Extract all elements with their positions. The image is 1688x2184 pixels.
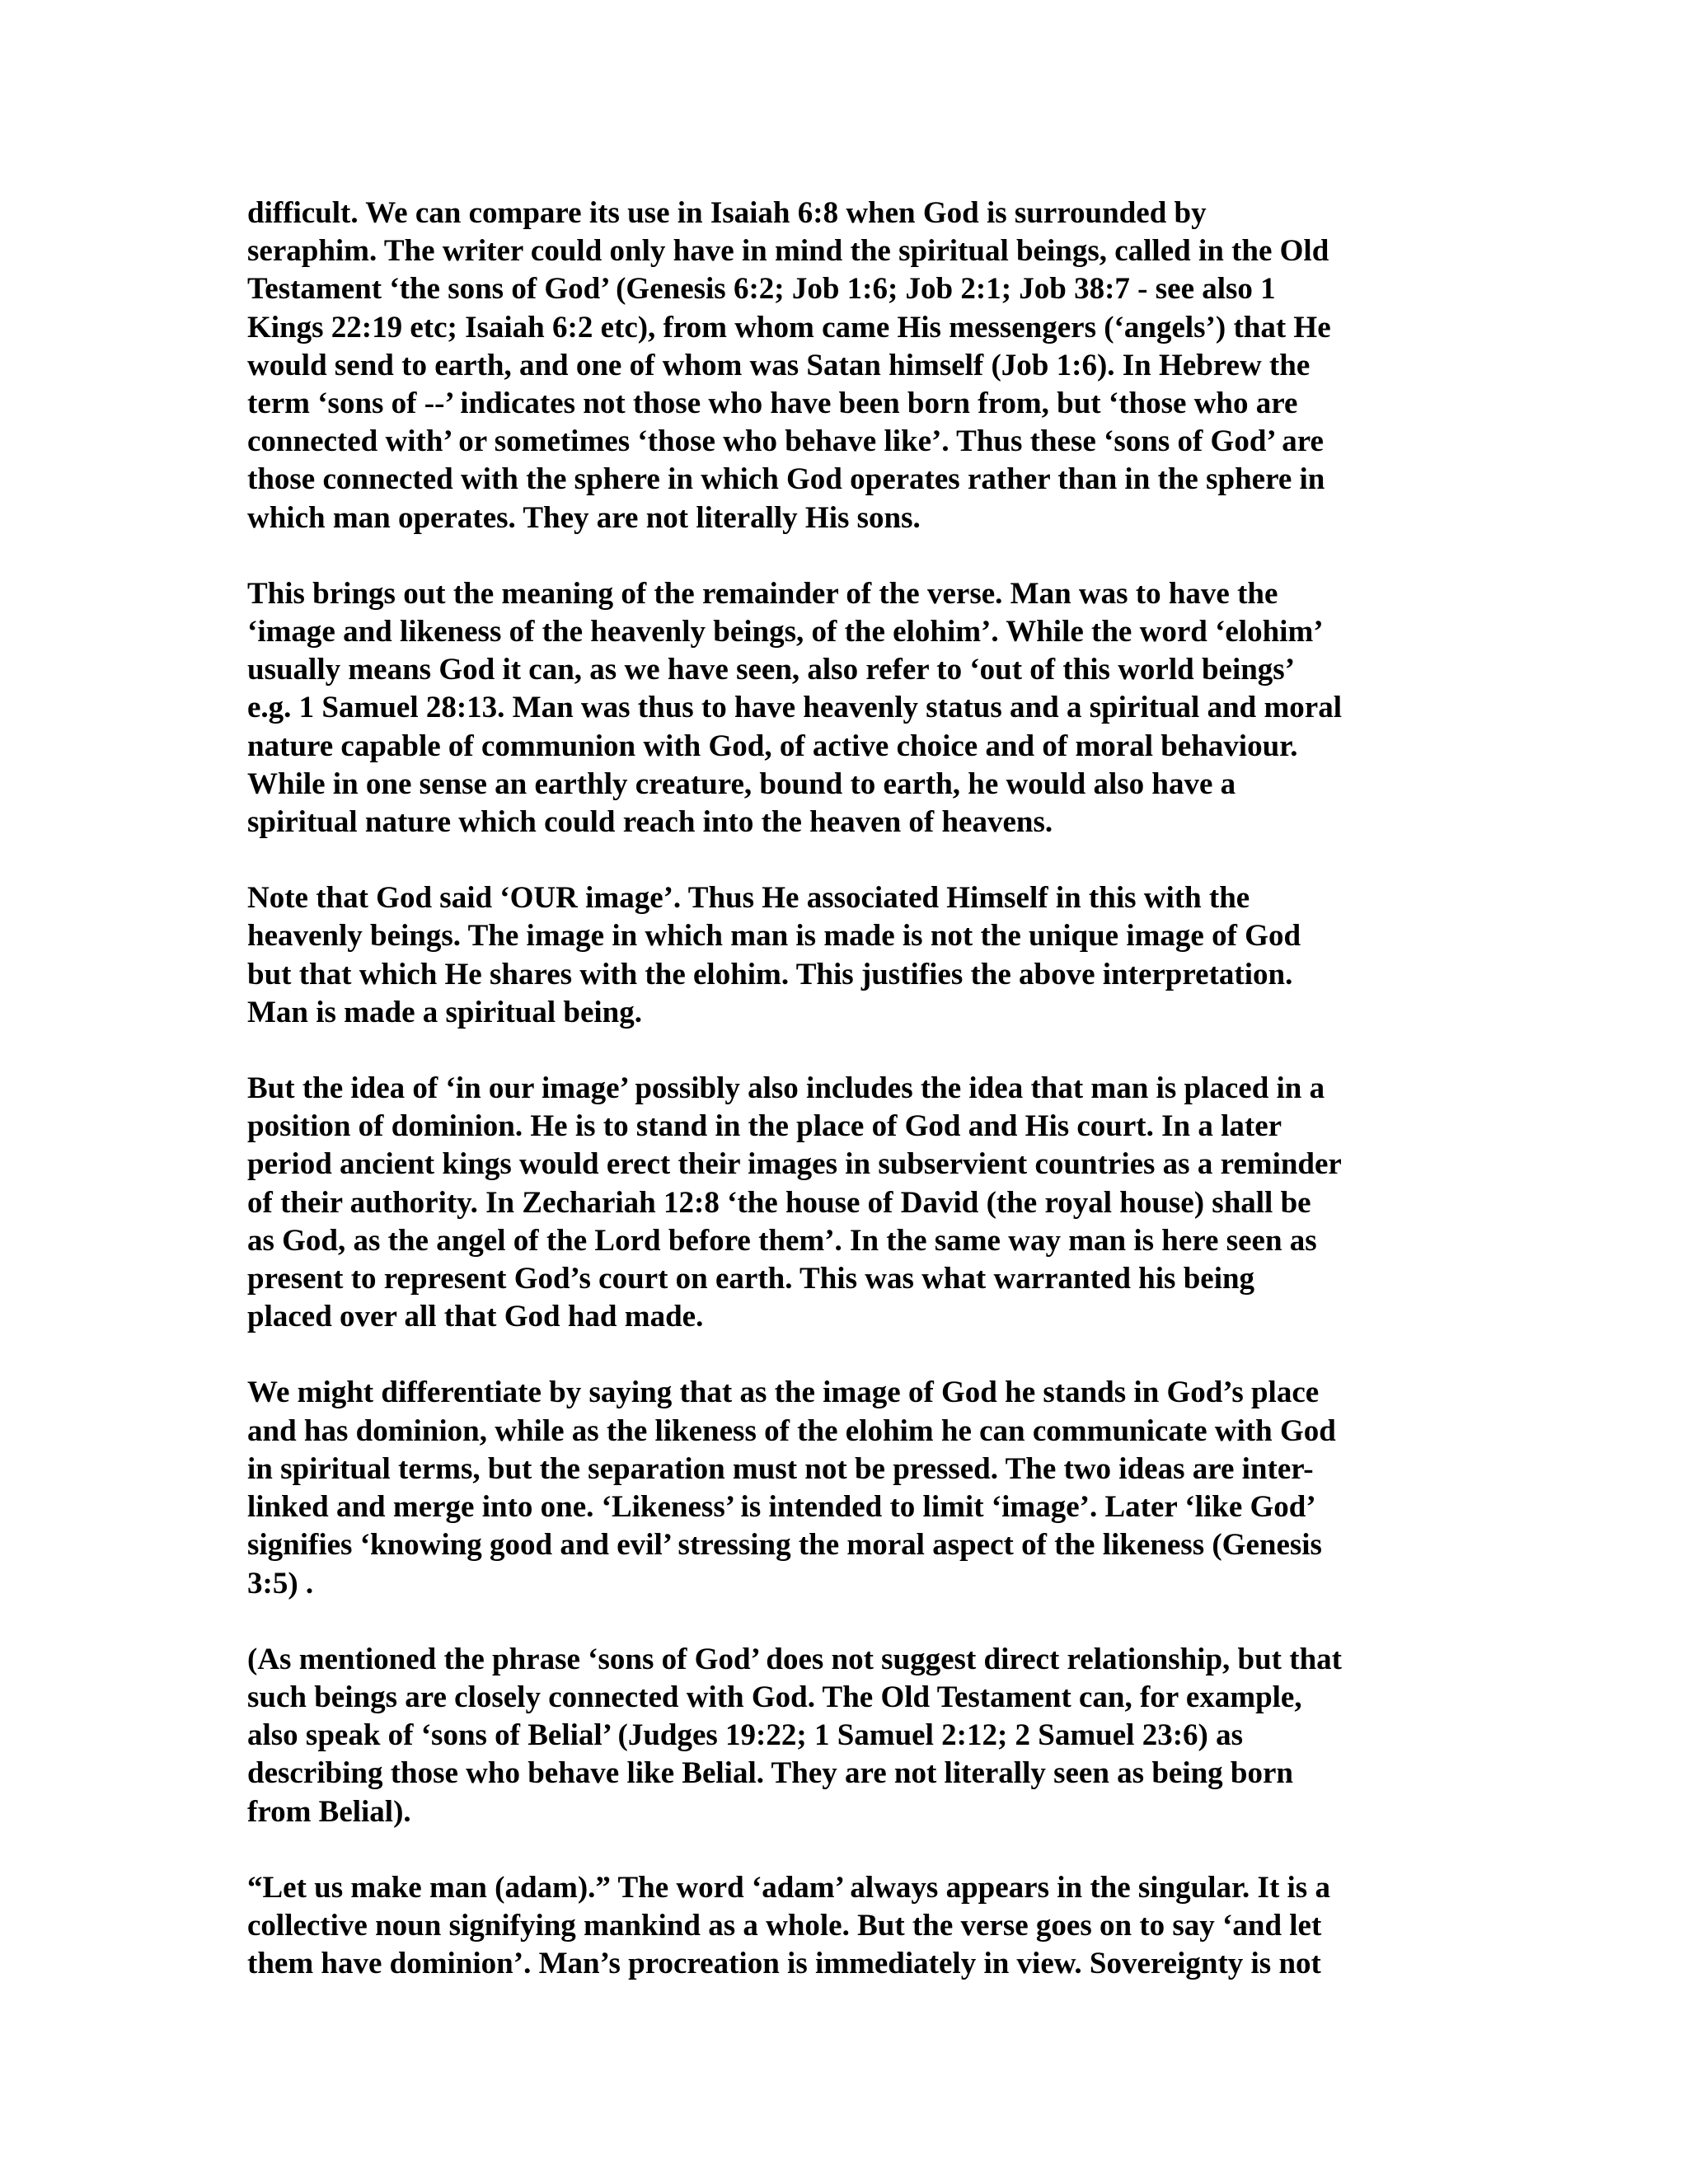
text-line: collective noun signifying mankind as a whole. But the verse goes on to say ‘and let: [247, 1908, 1322, 1943]
text-line: spiritual nature which could reach into the heaven of heavens.: [247, 805, 1053, 840]
text-line: ‘image and likeness of the heavenly beings, of the elohim’. While the word ‘elohim’: [247, 615, 1324, 649]
text-line: and has dominion, while as the likeness of the elohim he can communicate with God: [247, 1413, 1336, 1448]
text-line: such beings are closely connected with God. The Old Testament can, for example,: [247, 1680, 1302, 1714]
text-line: Man is made a spiritual being.: [247, 995, 642, 1029]
paragraph-5: [247, 1374, 1451, 1602]
text-line: describing those who behave like Belial. They are not literally seen as being born: [247, 1756, 1294, 1791]
text-line: While in one sense an earthly creature, bound to earth, he would also have a: [247, 766, 1236, 801]
text-line: would send to earth, and one of whom was Satan himself (Job 1:6). In Hebrew the: [247, 348, 1311, 382]
paragraph-2: [247, 575, 1451, 841]
text-line: But the idea of ‘in our image’ possibly also includes the idea that man is placed in a: [247, 1071, 1325, 1106]
text-line: difficult. We can compare its use in Isaiah 6:8 when God is surrounded by: [247, 196, 1207, 230]
text-line: Kings 22:19 etc; Isaiah 6:2 etc), from whom came His messengers (‘angels’) that He: [247, 310, 1331, 344]
text-line: nature capable of communion with God, of active choice and of moral behaviour.: [247, 729, 1298, 763]
text-line: them have dominion’. Man’s procreation is immediately in view. Sovereignty is not: [247, 1947, 1321, 1981]
text-line: seraphim. The writer could only have in mind the spiritual beings, called in the Old: [247, 234, 1329, 269]
text-line: We might differentiate by saying that as the image of God he stands in God’s place: [247, 1376, 1320, 1410]
text-line: present to represent God’s court on earth. This was what warranted his being: [247, 1262, 1255, 1296]
text-line: 3:5) .: [247, 1566, 314, 1601]
text-line: “Let us make man (adam).” The word ‘adam’ always appears in the singular. It is a: [247, 1870, 1330, 1905]
text-line: term ‘sons of --’ indicates not those who have been born from, but ‘those who are: [247, 387, 1298, 421]
paragraph-4: [247, 1070, 1451, 1336]
text-line: period ancient kings would erect their images in subservient countries as a reminder: [247, 1147, 1342, 1182]
text-line: from Belial).: [247, 1794, 411, 1829]
text-line: usually means God it can, as we have seen, also refer to ‘out of this world beings’: [247, 653, 1296, 687]
text-line: placed over all that God had made.: [247, 1300, 704, 1334]
text-line: also speak of ‘sons of Belial’ (Judges 19:22; 1 Samuel 2:12; 2 Samuel 23:6) as: [247, 1718, 1243, 1753]
text-line: as God, as the angel of the Lord before them’. In the same way man is here seen as: [247, 1223, 1317, 1258]
text-line: position of dominion. He is to stand in the place of God and His court. In a later: [247, 1109, 1282, 1144]
text-line: of their authority. In Zechariah 12:8 ‘the house of David (the royal house) shall be: [247, 1185, 1311, 1220]
text-line: but that which He shares with the elohim. This justifies the above interpretation.: [247, 957, 1293, 991]
text-line: signifies ‘knowing good and evil’ stressing the moral aspect of the likeness (Genesis: [247, 1528, 1322, 1563]
text-line: connected with’ or sometimes ‘those who behave like’. Thus these ‘sons of God’ are: [247, 424, 1324, 459]
body-text: [247, 194, 1451, 2021]
text-line: e.g. 1 Samuel 28:13. Man was thus to have heavenly status and a spiritual and moral: [247, 691, 1343, 725]
text-line: This brings out the meaning of the remainder of the verse. Man was to have the: [247, 576, 1278, 611]
text-line: those connected with the sphere in which God operates rather than in the sphere in: [247, 462, 1325, 497]
text-line: in spiritual terms, but the separation must not be pressed. The two ideas are inter-: [247, 1451, 1314, 1486]
text-line: linked and merge into one. ‘Likeness’ is intended to limit ‘image’. Later ‘like God’: [247, 1490, 1316, 1525]
text-line: Testament ‘the sons of God’ (Genesis 6:2; Job 1:6; Job 2:1; Job 38:7 - see also 1: [247, 272, 1276, 307]
text-line: heavenly beings. The image in which man is made is not the unique image of God: [247, 919, 1301, 954]
text-line: which man operates. They are not literally His sons.: [247, 500, 921, 535]
paragraph-7: [247, 1869, 1451, 1984]
text-line: (As mentioned the phrase ‘sons of God’ does not suggest direct relationship, but that: [247, 1642, 1342, 1676]
paragraph-6: [247, 1641, 1451, 1831]
paragraph-1: [247, 194, 1451, 537]
text-line: Note that God said ‘OUR image’. Thus He associated Himself in this with the: [247, 881, 1250, 916]
paragraph-3: [247, 879, 1451, 1032]
